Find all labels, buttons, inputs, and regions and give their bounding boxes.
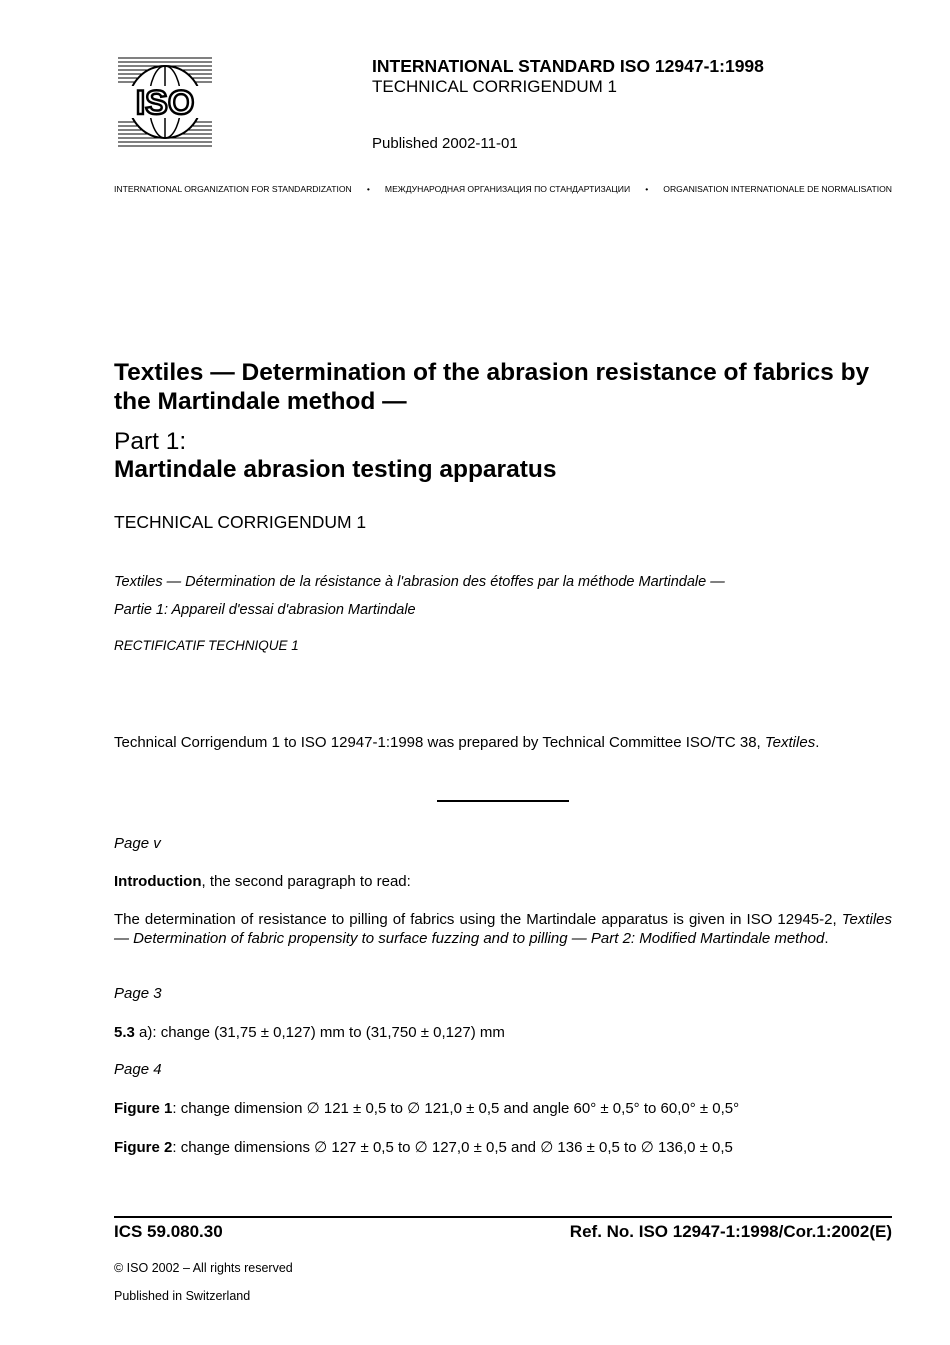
page-ref-3: Page 3 — [114, 985, 162, 1002]
page-ref-4: Page 4 — [114, 1061, 162, 1078]
separator-line — [437, 800, 569, 802]
iso-logo — [116, 56, 214, 148]
copyright-notice: © ISO 2002 – All rights reserved — [114, 1261, 293, 1275]
bullet-separator: • — [645, 184, 649, 194]
standard-subtitle: TECHNICAL CORRIGENDUM 1 — [372, 77, 617, 96]
published-date: Published 2002-11-01 — [372, 135, 518, 152]
bullet-separator: • — [366, 184, 370, 194]
introduction-instruction: Introduction, the second paragraph to read: — [114, 873, 411, 890]
page-ref-v: Page v — [114, 835, 161, 852]
figure-2-correction: Figure 2: change dimensions ∅ 127 ± 0,5 to ∅ 127,0 ± 0,5 and ∅ 136 ± 0,5 to ∅ 136,0 ± 0,5 — [114, 1139, 733, 1156]
french-title-line2: Partie 1: Appareil d'essai d'abrasion Martindale — [114, 602, 416, 618]
corrigendum-label: TECHNICAL CORRIGENDUM 1 — [114, 512, 367, 532]
committee-name: Textiles — [764, 734, 816, 751]
org-name-ru: МЕЖДУНАРОДНАЯ ОРГАНИЗАЦИЯ ПО СТАНДАРТИЗАЦИИ — [384, 184, 631, 194]
published-in: Published in Switzerland — [114, 1289, 251, 1303]
figure-1-correction: Figure 1: change dimension ∅ 121 ± 0,5 to ∅ 121,0 ± 0,5 and angle 60° ± 0,5° to 60,0° ± 0,5° — [114, 1100, 740, 1117]
determination-paragraph: The determination of resistance to pilling of fabrics using the Martindale apparatus is given in ISO 12945-2, Textiles — Determination of fabric propensity to surface fuzzing and to pilling — Part 2: Modified Martindale method. — [114, 911, 892, 947]
part-label: Part 1: — [114, 428, 187, 455]
reference-number: Ref. No. ISO 12947-1:1998/Cor.1:2002(E) — [569, 1222, 892, 1241]
ics-code: ICS 59.080.30 — [114, 1222, 223, 1241]
org-name-en: INTERNATIONAL ORGANIZATION FOR STANDARDIZATION — [114, 184, 352, 194]
footer-rule — [114, 1216, 892, 1218]
standard-title: INTERNATIONAL STANDARD ISO 12947-1:1998 — [372, 56, 764, 76]
french-title-line1: Textiles — Détermination de la résistance à l'abrasion des étoffes par la méthode Martindale — — [114, 574, 725, 590]
document-title: Textiles — Determination of the abrasion resistance of fabrics by the Martindale method — — [114, 359, 870, 415]
iso-logo-text: ISO — [135, 84, 195, 122]
part-title: Martindale abrasion testing apparatus — [114, 456, 557, 483]
prepared-by-paragraph: Technical Corrigendum 1 to ISO 12947-1:1998 was prepared by Technical Committee ISO/TC 38, Textiles. — [114, 734, 820, 751]
organization-names — [114, 184, 892, 194]
clause-5-3-correction: 5.3 a): change (31,75 ± 0,127) mm to (31,750 ± 0,127) mm — [114, 1024, 505, 1041]
french-corrigendum-label: RECTIFICATIF TECHNIQUE 1 — [114, 638, 299, 653]
org-name-fr: ORGANISATION INTERNATIONALE DE NORMALISATION — [663, 184, 892, 194]
